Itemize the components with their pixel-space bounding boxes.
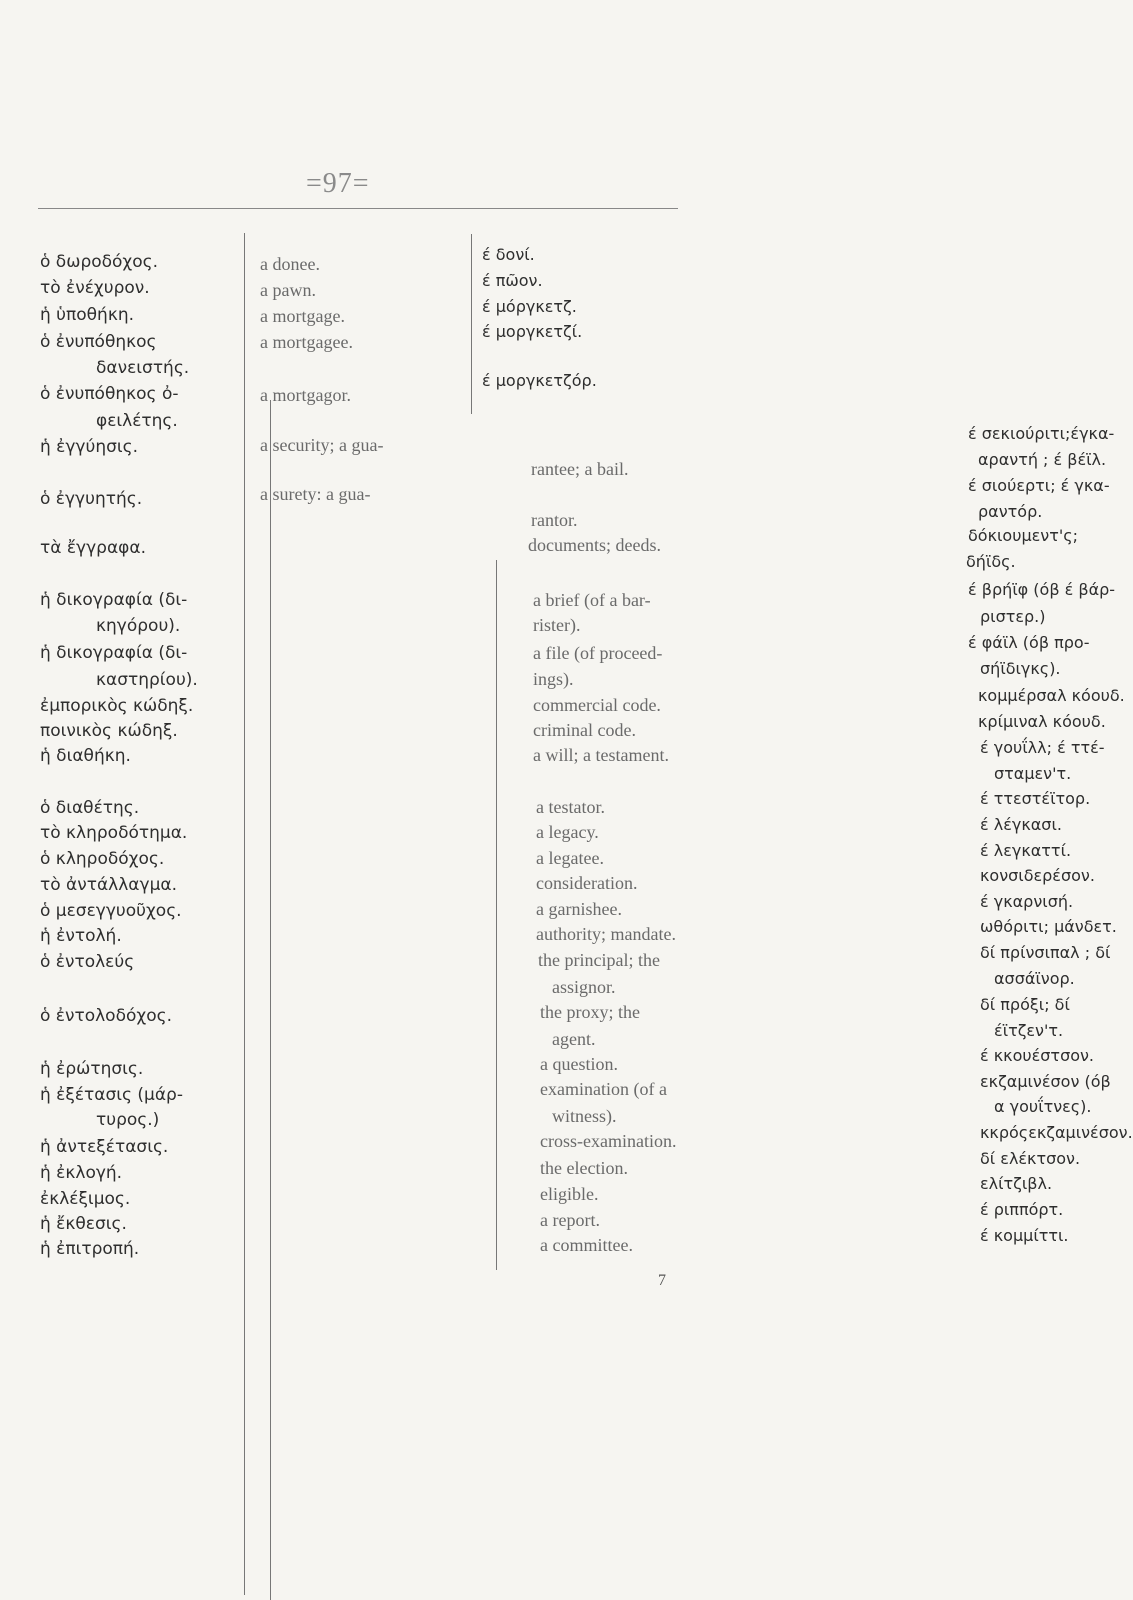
transliteration-entry: έ γουΐλλ; έ ττέ-	[980, 738, 1105, 757]
transliteration-entry: ελίτζιβλ.	[980, 1174, 1053, 1193]
greek-entry: ὁ ἐνυπόθηκος	[40, 332, 157, 352]
greek-entry: ἐκλέξιμος.	[40, 1189, 131, 1209]
greek-entry: ἡ ἐκλογή.	[40, 1163, 123, 1183]
transliteration-entry: ωθόριτι; μάνδετ.	[980, 917, 1117, 936]
greek-entry: δανειστής.	[96, 358, 190, 378]
column-divider-left-lower	[270, 400, 271, 1600]
english-entry: a report.	[540, 1210, 600, 1230]
transliteration-entry: δόκιουμεντ'ς;	[968, 526, 1079, 545]
english-entry: a brief (of a bar-	[533, 590, 651, 610]
greek-entry: ποινικὸς κώδηξ.	[40, 721, 178, 741]
greek-entry: ἡ ἐξέτασις (μάρ-	[40, 1085, 183, 1105]
english-entry: rantee; a bail.	[531, 459, 629, 479]
english-entry: examination (of a	[540, 1079, 667, 1099]
english-entry: the proxy; the	[540, 1002, 640, 1022]
transliteration-entry: δί πρίνσιπαλ ; δί	[980, 943, 1111, 962]
greek-entry: τὰ ἔγγραφα.	[40, 538, 146, 558]
transliteration-entry: έ κομμίττι.	[980, 1226, 1069, 1245]
greek-entry: ἡ ἐγγύησις.	[40, 437, 139, 457]
english-entry: a question.	[540, 1054, 618, 1074]
header-rule	[38, 208, 678, 209]
english-entry: a file (of proceed-	[533, 643, 663, 663]
english-entry: cross-examination.	[540, 1131, 677, 1151]
greek-entry: ὁ ἐγγυητής.	[40, 489, 143, 509]
page-number: =97=	[306, 168, 370, 199]
column-divider-right-upper	[471, 234, 472, 414]
greek-entry: καστηρίου).	[96, 670, 198, 690]
greek-entry: ἐμπορικὸς κώδηξ.	[40, 696, 194, 716]
greek-entry: ἡ ἐντολή.	[40, 926, 122, 946]
transliteration-entry: έ ριππόρτ.	[980, 1200, 1064, 1219]
transliteration-entry: έ μοργκετζόρ.	[482, 371, 597, 390]
greek-entry: ὁ ἐντολεύς	[40, 952, 135, 972]
transliteration-entry: κκρόςεκζαμινέσον.	[980, 1123, 1133, 1142]
english-entry: ings).	[533, 669, 574, 689]
transliteration-entry: ασσάϊνορ.	[994, 969, 1075, 988]
english-entry: a committee.	[540, 1235, 633, 1255]
english-entry: a legacy.	[536, 822, 599, 842]
transliteration-entry: α γουΐτνες).	[994, 1097, 1092, 1116]
english-entry: eligible.	[540, 1184, 599, 1204]
english-entry: commercial code.	[533, 695, 661, 715]
greek-entry: ἡ ἀντεξέτασις.	[40, 1137, 169, 1157]
greek-entry: ἡ ὑποθήκη.	[40, 305, 135, 325]
greek-entry: ὁ ἐντολοδόχος.	[40, 1006, 172, 1026]
greek-entry: ἡ ἐρώτησις.	[40, 1059, 144, 1079]
transliteration-entry: έ βρήϊφ (όβ έ βάρ-	[968, 580, 1116, 599]
transliteration-entry: κρίμιναλ κόουδ.	[978, 712, 1106, 731]
transliteration-entry: αραντή ; έ βέϊλ.	[978, 450, 1107, 469]
transliteration-entry: έ λέγκασι.	[980, 815, 1062, 834]
english-entry: agent.	[552, 1029, 596, 1049]
transliteration-entry: έ κκουέστσον.	[980, 1046, 1095, 1065]
greek-entry: ἡ δικογραφία (δι-	[40, 590, 188, 610]
transliteration-entry: έ φάϊλ (όβ προ-	[968, 633, 1090, 652]
column-divider-left	[244, 233, 245, 1595]
english-entry: consideration.	[536, 873, 638, 893]
english-entry: a pawn.	[260, 280, 316, 300]
transliteration-entry: έ σιούερτι; έ γκα-	[968, 476, 1110, 495]
english-entry: witness).	[552, 1106, 617, 1126]
english-entry: the principal; the	[538, 950, 660, 970]
transliteration-entry: ραντόρ.	[978, 502, 1043, 521]
english-entry: rister).	[533, 615, 581, 635]
english-entry: a security; a gua-	[260, 435, 384, 455]
transliteration-entry: δί πρόξι; δί	[980, 995, 1070, 1014]
greek-entry: τυρος.)	[96, 1110, 160, 1130]
english-entry: a mortgagor.	[260, 385, 351, 405]
english-entry: a will; a testament.	[533, 745, 669, 765]
greek-entry: ὁ μεσεγγυοῦχος.	[40, 901, 182, 921]
english-entry: a testator.	[536, 797, 605, 817]
english-entry: rantor.	[531, 510, 578, 530]
transliteration-entry: κομμέρσαλ κόουδ.	[978, 686, 1125, 705]
greek-entry: ὁ κληροδόχος.	[40, 849, 165, 869]
greek-entry: ἡ δικογραφία (δι-	[40, 643, 188, 663]
transliteration-entry: δί ελέκτσον.	[980, 1149, 1081, 1168]
greek-entry: ἡ διαθήκη.	[40, 746, 131, 766]
greek-entry: ἡ ἐπιτροπή.	[40, 1239, 140, 1259]
greek-entry: ὁ δωροδόχος.	[40, 252, 159, 272]
greek-entry: ὁ διαθέτης.	[40, 798, 140, 818]
transliteration-entry: εκζαμινέσον (όβ	[980, 1072, 1111, 1091]
english-entry: the election.	[540, 1158, 628, 1178]
transliteration-entry: κονσιδερέσον.	[980, 866, 1095, 885]
transliteration-entry: ριστερ.)	[980, 607, 1046, 626]
english-entry: a mortgage.	[260, 306, 345, 326]
transliteration-entry: δήϊδς.	[966, 552, 1016, 571]
transliteration-entry: έ μοργκετζί.	[482, 322, 583, 341]
transliteration-entry: έ λεγκαττί.	[980, 841, 1072, 860]
column-divider-right	[496, 560, 497, 1270]
english-entry: assignor.	[552, 977, 616, 997]
greek-entry: τὸ ἀντάλλαγμα.	[40, 875, 177, 895]
transliteration-entry: έ δονί.	[482, 245, 535, 264]
english-entry: a donee.	[260, 254, 320, 274]
greek-entry: κηγόρου).	[96, 616, 181, 636]
transliteration-entry: έ γκαρνισή.	[980, 892, 1074, 911]
greek-entry: τὸ ἐνέχυρον.	[40, 278, 150, 298]
english-entry: documents; deeds.	[528, 535, 661, 555]
transliteration-entry: έ πῶον.	[482, 271, 543, 290]
transliteration-entry: σταμεν'τ.	[994, 764, 1072, 783]
transliteration-entry: έ σεκιούριτι;έγκα-	[968, 424, 1115, 443]
transliteration-entry: έ ττεστέϊτορ.	[980, 789, 1091, 808]
english-entry: a mortgagee.	[260, 332, 353, 352]
english-entry: a garnishee.	[536, 899, 622, 919]
greek-entry: ἡ ἔκθεσις.	[40, 1214, 127, 1234]
greek-entry: φειλέτης.	[96, 411, 178, 431]
english-entry: authority; mandate.	[536, 924, 676, 944]
english-entry: a legatee.	[536, 848, 604, 868]
transliteration-entry: έϊτζεν'τ.	[994, 1021, 1064, 1040]
english-entry: criminal code.	[533, 720, 636, 740]
english-entry: a surety: a gua-	[260, 484, 371, 504]
transliteration-entry: σήϊδιγκς).	[980, 659, 1061, 678]
plate-number: 7	[658, 1272, 666, 1289]
greek-entry: τὸ κληροδότημα.	[40, 823, 188, 843]
transliteration-entry: έ μόργκετζ.	[482, 297, 577, 316]
greek-entry: ὁ ἐνυπόθηκος ὀ-	[40, 384, 179, 404]
